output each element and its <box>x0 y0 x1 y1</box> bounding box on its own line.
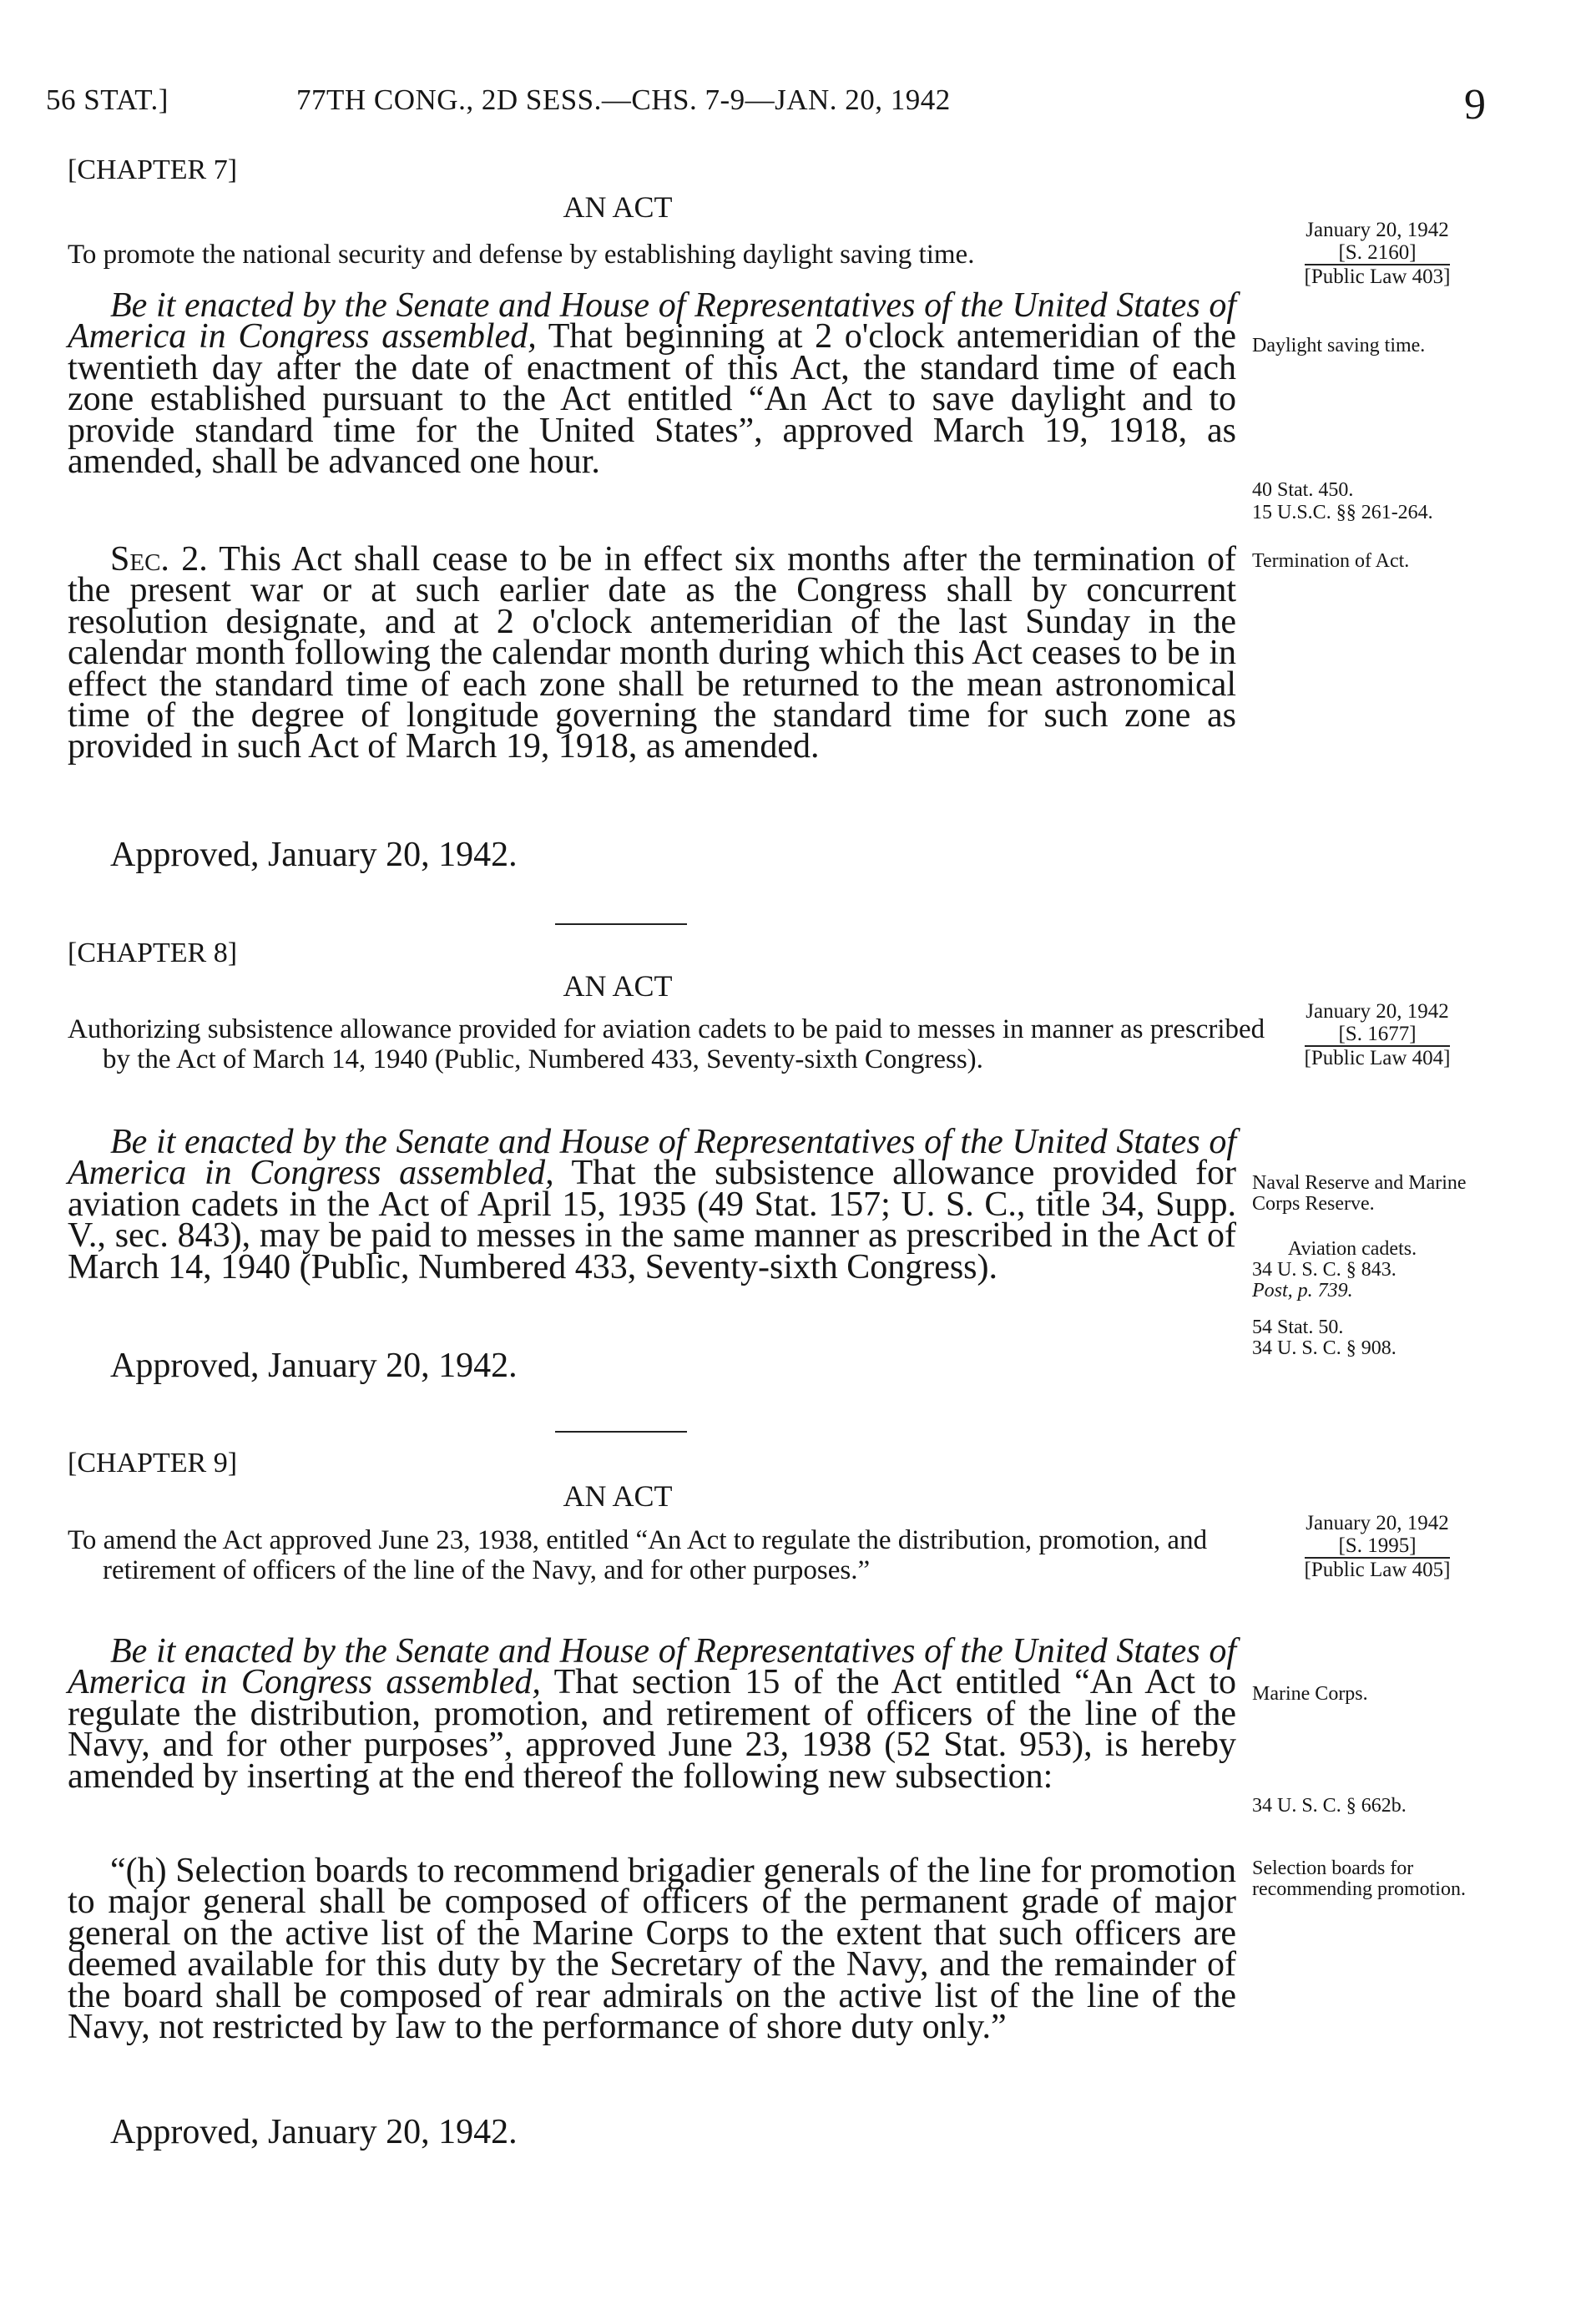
chapter-9-note-selection: Selection boards for recommending promotion. <box>1252 1858 1466 1900</box>
chapter-8-body-text: That the subsistence allowance provided for aviation cadets in the Act of April 15, 1935 (49 Stat. 157; U. S. C., title 34, Supp. V., sec. 843), may be paid to messes in the same manner as prescribed in the Act of March 14, 1940 (Public, Numbered 433, Seventy-sixth Congress). <box>68 1154 1236 1286</box>
chapter-7-section-2 <box>68 540 1236 766</box>
chapter-9-title: To amend the Act approved June 23, 1938, entitled “An Act to regulate the distribution, promotion, and retirement of officers of the line of the Navy, and for other purposes.” <box>68 1525 1208 1585</box>
chapter-9-an-act: AN ACT <box>563 1479 673 1513</box>
chapter-7-section-1-text: That beginning at 2 o'clock antemeridian of the twentieth day after the date of enactment of this Act, the standard time of each zone established pursuant to the Act entitled “An Act to save daylight and to provide standard time for the United States”, approved March 19, 1918, as amended, shall be advanced one hour. <box>68 317 1236 482</box>
chapter-7-an-act: AN ACT <box>563 190 673 224</box>
chapter-7-approved: Approved, January 20, 1942. <box>110 836 518 874</box>
chapter-7-enacting-clause: Be it enacted by the Senate and House of Representatives of the United States of America in Congress assembled, <box>68 286 1236 356</box>
chapter-8-note-aviation: Aviation cadets. <box>1287 1238 1417 1260</box>
chapter-9-public-law: [Public Law 405] <box>1304 1559 1451 1581</box>
chapter-8-note-usc908: 34 U. S. C. § 908. <box>1252 1337 1396 1359</box>
page-number: 9 <box>1464 81 1486 129</box>
chapter-8-approved: Approved, January 20, 1942. <box>110 1347 518 1385</box>
chapter-8-title: Authorizing subsistence allowance provided for aviation cadets to be paid to messes in manner as prescribed by the Act of March 14, 1940 (Public, Numbered 433, Seventy-sixth Congress). <box>68 1014 1265 1074</box>
chapter-8-meta <box>1262 1000 1492 1069</box>
chapter-8-note-naval: Naval Reserve and Marine Corps Reserve. <box>1252 1172 1467 1215</box>
chapter-9-body <box>68 1632 1236 1796</box>
chapter-7-section-2-text: This Act shall cease to be in effect six months after the termination of the present war or at such earlier date as the Congress shall by concurrent resolution designate, and at 2 o'clock antemeridian of the last Sunday in the calendar month following the calendar month during which this Act ceases to be in effect the standard time of each zone shall be returned to the mean astronomical time of the degree of longitude governing the standard time for such zone as provided in such Act of March 19, 1918, as amended. <box>68 540 1236 766</box>
chapter-7-note-daylight: Daylight saving time. <box>1252 335 1426 356</box>
chapter-9-note-usc662: 34 U. S. C. § 662b. <box>1252 1795 1407 1817</box>
chapter-7-note-stat: 40 Stat. 450. <box>1252 479 1354 501</box>
chapter-8-bill: [S. 1677] <box>1305 1023 1449 1047</box>
chapter-8-body <box>68 1123 1236 1286</box>
section-divider <box>555 923 687 925</box>
chapter-7-heading: [CHAPTER 7] <box>68 154 238 185</box>
chapter-8-enacting-clause: Be it enacted by the Senate and House of Representatives of the United States of America in Congress assembled, <box>68 1123 1236 1193</box>
chapter-9-date: January 20, 1942 <box>1306 1512 1449 1534</box>
chapter-9-note-marine: Marine Corps. <box>1252 1683 1368 1705</box>
chapter-7-title: To promote the national security and defense by establishing daylight saving time. <box>68 240 975 270</box>
chapter-7-note-usc: 15 U.S.C. §§ 261-264. <box>1252 502 1433 523</box>
chapter-8-note-post-text: Post, p. 739. <box>1252 1280 1353 1302</box>
running-head-session: 77TH CONG., 2D SESS.—CHS. 7-9—JAN. 20, 1942 <box>296 83 951 116</box>
chapter-8-public-law: [Public Law 404] <box>1304 1047 1451 1069</box>
section-divider <box>555 1431 687 1433</box>
running-head-volume: 56 STAT.] <box>46 83 169 116</box>
chapter-9-heading: [CHAPTER 9] <box>68 1448 238 1478</box>
chapter-7-bill: [S. 2160] <box>1305 241 1449 265</box>
chapter-9-subsection-h: “(h) Selection boards to recommend brigadier generals of the line for promotion to major general shall be composed of officers of the permanent grade of major general on the active list of the Marine Corps to the extent that such officers are deemed available for this duty by the Secretary of the Navy, and the remainder of the board shall be composed of rear admirals on the active list of the line of the Navy, not restricted by law to the performance of shore duty only.” <box>68 1852 1236 2047</box>
chapter-9-meta <box>1262 1512 1492 1581</box>
chapter-7-section-1 <box>68 286 1236 482</box>
chapter-7-note-termination: Termination of Act. <box>1252 550 1410 572</box>
chapter-8-note-usc843: 34 U. S. C. § 843. <box>1252 1259 1396 1281</box>
chapter-7-date: January 20, 1942 <box>1306 219 1449 241</box>
chapter-8-heading: [CHAPTER 8] <box>68 938 238 968</box>
chapter-9-enacting-clause: Be it enacted by the Senate and House of Representatives of the United States of America in Congress assembled, <box>68 1632 1236 1702</box>
chapter-8-an-act: AN ACT <box>563 969 673 1003</box>
chapter-9-bill: [S. 1995] <box>1305 1534 1449 1559</box>
chapter-8-note-post <box>1252 1281 1503 1302</box>
chapter-7-section-2-label: Sec. 2. <box>110 540 208 579</box>
chapter-8-note-stat50: 54 Stat. 50. <box>1252 1317 1344 1338</box>
chapter-9-approved: Approved, January 20, 1942. <box>110 2113 518 2151</box>
chapter-7-meta <box>1262 219 1492 288</box>
chapter-8-date: January 20, 1942 <box>1306 1000 1449 1023</box>
chapter-7-public-law: [Public Law 403] <box>1304 265 1451 288</box>
chapter-9-body-text: That section 15 of the Act entitled “An Act to regulate the distribution, promotion, and retirement of officers of the line of the Navy, and for other purposes”, approved June 23, 1938 (52 Stat. 953), is hereby amended by inserting at the end thereof the following new subsection: <box>68 1663 1236 1796</box>
